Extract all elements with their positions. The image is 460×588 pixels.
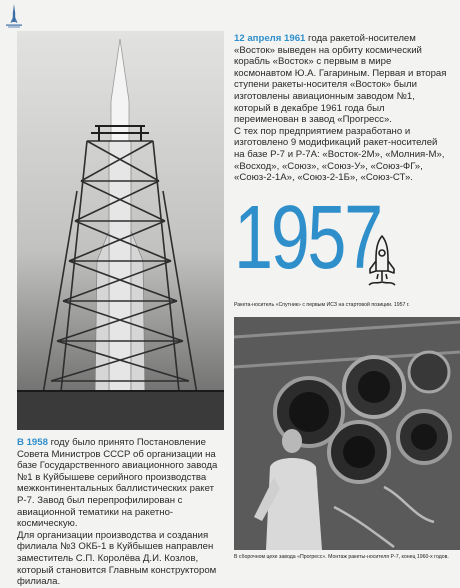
history-year-lead: В 1958 bbox=[17, 437, 48, 448]
assembly-shop-photo bbox=[234, 317, 460, 550]
year-heading: 1957 bbox=[234, 188, 381, 288]
intro-paragraph-2: С тех пор предприятием разработано и изготовлено 9 модификаций ракет-носителей на базе Р-7 и Р-7А: «Восток-2М», «Молния-М», «Восход», «Союз», «Союз-У», «Союз-ФГ», «Союз-2-1А», «Союз-2-1Б», «Союз-СТ». bbox=[234, 125, 445, 184]
history-paragraph-1: году было принято Постановление Совета Министров СССР об организации на базе Государственного авиационного завода №1 в Куйбышеве серийного производства межконтинентальных баллистических ракет Р-7. Завод был перепрофилирован с авиационной тематики на ракетно-космическую. bbox=[17, 437, 218, 530]
launch-date: 12 апреля 1961 bbox=[234, 33, 306, 44]
rocket-launch-pad-photo bbox=[17, 31, 224, 430]
photo-caption-bottom: В сборочном цехе завода «Прогресс». Монтаж ракеты-носителя Р-7, конец 1960-х годов. bbox=[234, 554, 449, 560]
photo-caption-top: Ракета-носитель «Спутник» с первым ИСЗ на стартовой позиции. 1957 г. bbox=[234, 302, 410, 308]
intro-text-block bbox=[234, 33, 448, 184]
history-paragraph-2: Для организации производства и создания филиала №3 ОКБ-1 в Куйбышев направлен заместитель С.П. Королёва Д.И. Козлов, который становится Главным конструктором филиала. bbox=[17, 529, 217, 588]
logo-icon bbox=[4, 3, 24, 29]
history-text-block bbox=[17, 437, 227, 588]
rocket-icon bbox=[363, 233, 401, 291]
intro-paragraph-1: года ракетой-носителем «Восток» выведен на орбиту космический корабль «Восток» с первым в мире космонавтом Ю.А. Гагариным. Первая и вторая ступени ракеты-носителя «Восток» были изготовлены авиационным заводом №1, который в декабре 1961 года был переименован в завод «Прогресс». bbox=[234, 33, 447, 126]
